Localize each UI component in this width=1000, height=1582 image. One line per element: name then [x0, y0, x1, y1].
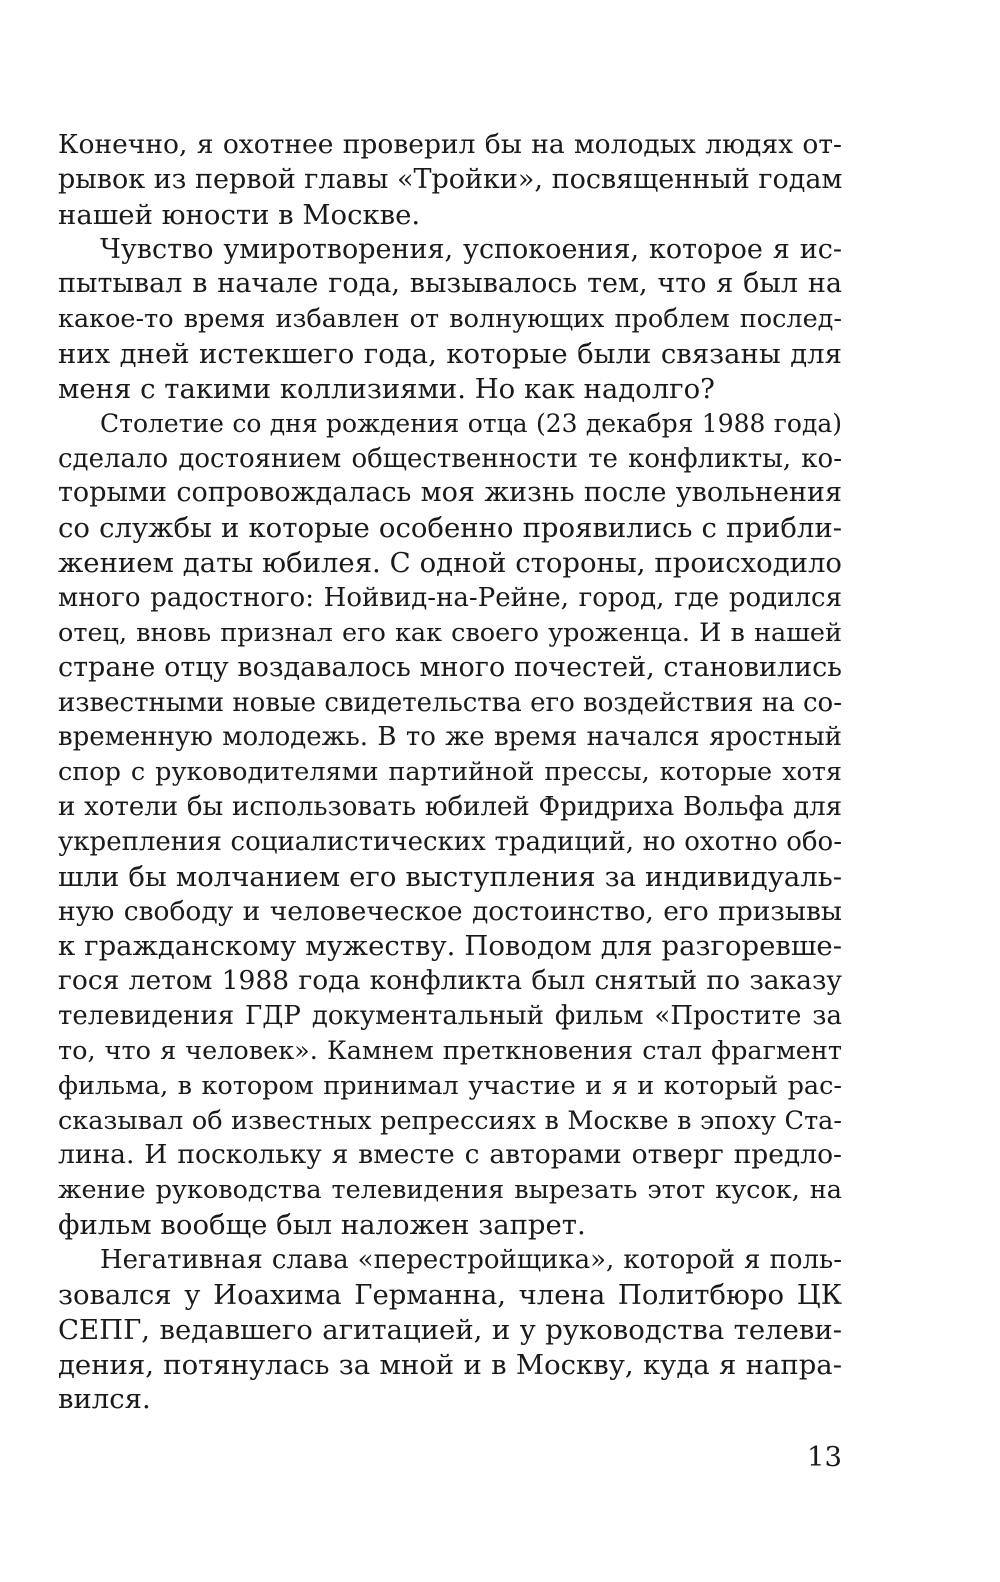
text-line: жением даты юбилея. С одной стороны, происходило [58, 547, 842, 580]
text-line: лина. И поскольку я вместе с авторами отверг предло- [58, 1139, 842, 1171]
text-line: торыми сопровождалась моя жизнь после увольнения [58, 477, 842, 509]
text-line: фильм вообще был наложен запрет. [58, 1209, 586, 1242]
text-line: телевидения ГДР документальный фильм «Простите за [58, 1001, 842, 1032]
text-line: известными новые свидетельства его воздействия на со- [58, 687, 842, 718]
text-line: много радостного: Нойвид-на-Рейне, город, где родился [58, 582, 842, 613]
text-line: временную молодежь. В то же время начался яростный [58, 722, 842, 753]
text-line: стране отцу воздавалось много почестей, становились [58, 651, 842, 683]
text-line: к гражданскому мужеству. Поводом для разгоревше- [58, 930, 842, 963]
text-line: фильма, в котором принимал участие и я и который рас- [58, 1070, 842, 1101]
text-line: сказывал об известных репрессиях в Москве в эпоху Ста- [58, 1105, 842, 1136]
text-line: и хотели бы использовать юбилей Фридриха Вольфа для [58, 792, 842, 823]
text-line: рывок из первой главы «Тройки», посвященный годам [58, 163, 842, 195]
text-line: сделало достоянием общественности те конфликты, ко- [58, 443, 842, 474]
text-line: пытывал в начале года, вызывалось тем, что я был на [58, 268, 842, 300]
text-line: гося летом 1988 года конфликта был снятый по заказу [58, 965, 842, 997]
text-line: шли бы молчанием его выступления за индивидуаль- [58, 860, 842, 893]
text-line: зовался у Иоахима Германна, члена Политбюро ЦК [58, 1278, 842, 1311]
text-line: меня с такими коллизиями. Но как надолго? [58, 372, 715, 405]
text-line: Конечно, я охотнее проверил бы на молодых людях от- [58, 129, 842, 160]
text-line: дения, потянулась за мной и в Москву, куда я напра- [58, 1348, 842, 1381]
text-line: укрепления социалистических традиций, но охотно обо- [58, 826, 842, 857]
text-line: СЕПГ, ведавшего агитацией, и у руководства телеви- [58, 1313, 842, 1346]
body-text [58, 128, 842, 1417]
text-line: отец, вновь признал его как своего уроженца. И в нашей [58, 617, 842, 648]
page-number: 13 [807, 1441, 842, 1473]
text-line: Столетие со дня рождения отца (23 декабря 1988 года) [100, 408, 842, 438]
text-line: то, что я человек». Камнем преткновения стал фрагмент [58, 1035, 842, 1066]
text-line: них дней истекшего года, которые были связаны для [58, 338, 842, 371]
text-line: спор с руководителями партийной прессы, которые хотя [58, 757, 842, 788]
text-line: ную свободу и человеческое достоинство, его призывы [58, 895, 842, 927]
text-line: какое-то время избавлен от волнующих проблем послед- [58, 304, 842, 335]
text-line: вился. [58, 1383, 151, 1416]
text-line: нашей юности в Москве. [58, 198, 421, 231]
text-line: жение руководства телевидения вырезать этот кусок, на [58, 1175, 842, 1206]
text-line: Негативная слава «перестройщика», которой я поль- [100, 1245, 842, 1275]
text-line: со службы и которые особенно проявились с прибли- [58, 512, 842, 545]
text-line: Чувство умиротворения, успокоения, которое я ис- [100, 233, 842, 265]
